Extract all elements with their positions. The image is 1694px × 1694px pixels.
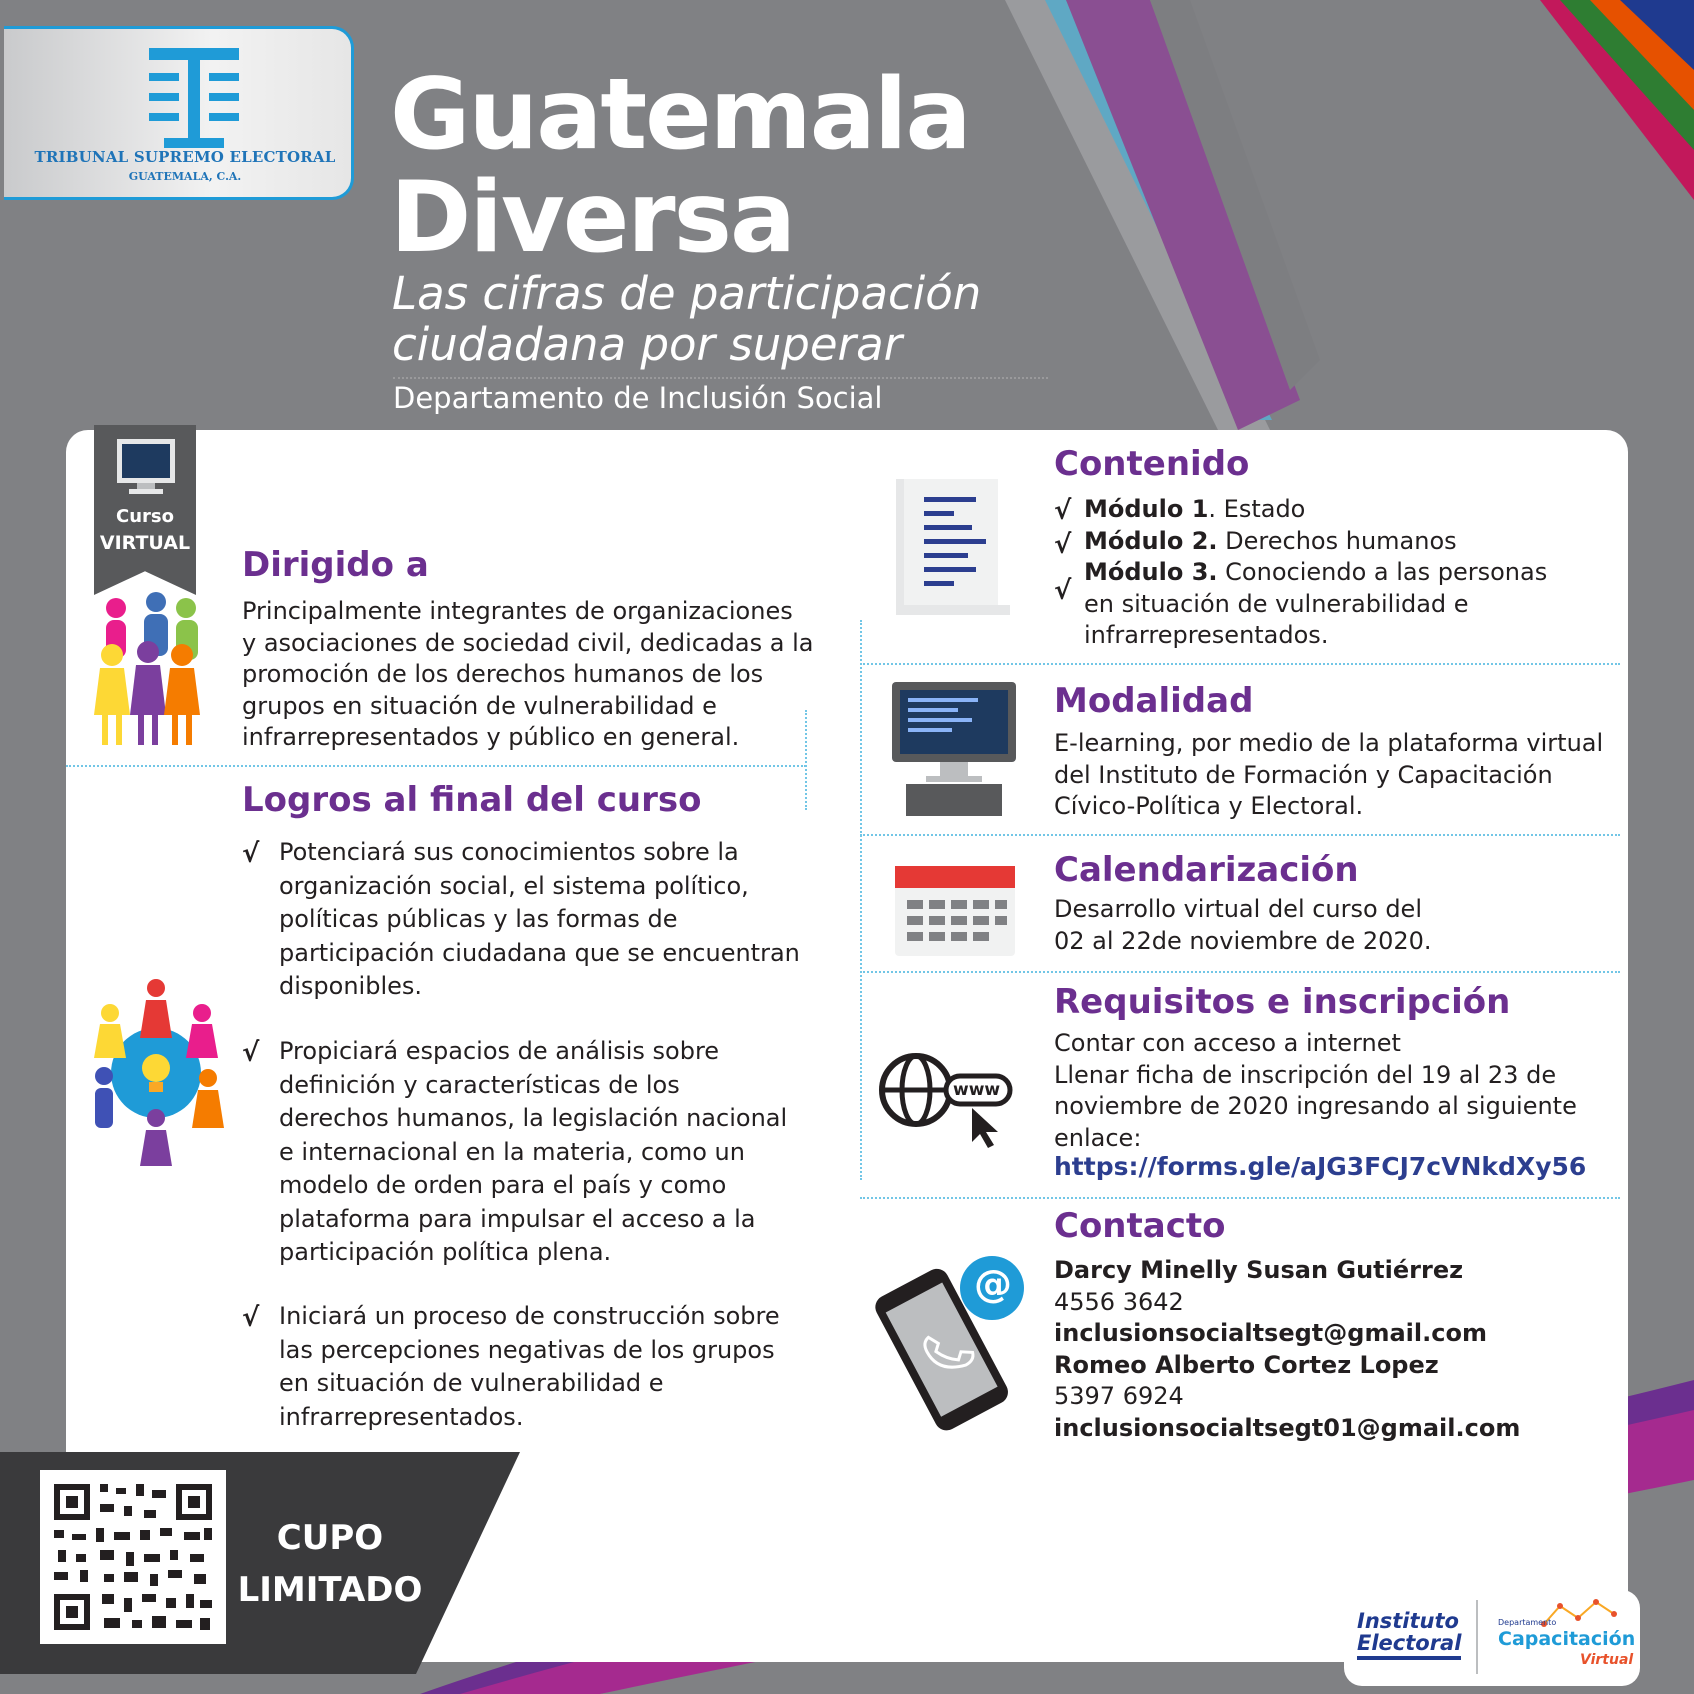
globe-www-icon xyxy=(876,1052,1016,1152)
divider-contenido xyxy=(860,663,1620,665)
check-icon: √ xyxy=(242,839,260,869)
ie-underline xyxy=(1357,1656,1461,1660)
logros-line: derechos humanos, la legislación nacional xyxy=(279,1104,788,1132)
cv-dept-label: Departamento xyxy=(1498,1618,1557,1627)
people-idea-icon xyxy=(86,978,226,1168)
title-line-1: Guatemala xyxy=(390,58,970,172)
requisitos-text xyxy=(1054,1028,1577,1154)
module-label: Módulo 3. xyxy=(1084,558,1218,586)
logros-line: las percepciones negativas de los grupos xyxy=(279,1335,775,1364)
cupo-line-2: LIMITADO xyxy=(237,1570,423,1610)
contact-email[interactable]: inclusionsocialtsegt@gmail.com xyxy=(1054,1319,1487,1347)
header-divider xyxy=(393,377,1048,379)
module-item-1 xyxy=(1084,494,1547,526)
dirigido-line: y asociaciones de sociedad civil, dedicadas a la xyxy=(242,628,814,657)
computer-icon xyxy=(890,680,1018,820)
dirigido-line: Principalmente integrantes de organizaciones xyxy=(242,597,793,625)
logros-line: plataforma para impulsar el acceso a la xyxy=(279,1204,756,1233)
page-title xyxy=(390,58,970,275)
badge-label-virtual: VIRTUAL xyxy=(99,532,191,554)
contenido-list xyxy=(1084,494,1547,652)
document-icon xyxy=(890,475,1018,617)
calendar-icon xyxy=(893,858,1018,958)
cupo-limitado xyxy=(230,1512,430,1616)
qr-code[interactable] xyxy=(40,1470,226,1644)
requisitos-line: Contar con acceso a internet xyxy=(1054,1029,1401,1057)
modalidad-text xyxy=(1054,728,1603,823)
contact-name: Darcy Minelly Susan Gutiérrez xyxy=(1054,1256,1464,1284)
logo-org-location: GUATEMALA, C.A. xyxy=(128,170,242,183)
contenido-heading: Contenido xyxy=(1054,444,1250,484)
contact-email[interactable]: inclusionsocialtsegt01@gmail.com xyxy=(1054,1413,1521,1442)
requisitos-line: enlace: xyxy=(1054,1123,1142,1152)
ie-line-1: Instituto xyxy=(1357,1609,1459,1633)
right-vertical-divider xyxy=(860,620,862,1180)
monitor-icon xyxy=(115,437,177,497)
registration-link[interactable]: https://forms.gle/aJG3FCJ7cVNkdXy56 xyxy=(1054,1152,1587,1181)
dirigido-line: infrarrepresentados y público en general. xyxy=(242,723,740,751)
dirigido-line: grupos en situación de vulnerabilidad e xyxy=(242,691,717,720)
at-icon: @ xyxy=(974,1262,1012,1306)
logros-line: políticas públicas y las formas de xyxy=(279,905,678,933)
logros-line: e internacional en la materia, como un xyxy=(279,1137,745,1166)
module-item-2 xyxy=(1084,526,1547,558)
people-group-icon xyxy=(86,590,204,748)
divider-requisitos xyxy=(860,1197,1620,1199)
logo-org-name: TRIBUNAL SUPREMO ELECTORAL xyxy=(34,148,336,166)
logros-line: modelo de orden para el país y como xyxy=(279,1171,727,1199)
calendario-heading: Calendarización xyxy=(1054,850,1359,890)
logros-line: Iniciará un proceso de construcción sobre xyxy=(279,1302,780,1330)
dirigido-heading: Dirigido a xyxy=(242,545,429,585)
logros-item-1 xyxy=(279,836,800,1004)
module-continuation: en situación de vulnerabilidad e xyxy=(1084,589,1469,618)
www-label: www xyxy=(953,1080,1001,1100)
calendario-line: 02 al 22de noviembre de 2020. xyxy=(1054,926,1432,955)
logros-line: Potenciará sus conocimientos sobre la xyxy=(279,838,739,866)
module-text: Derechos humanos xyxy=(1217,526,1457,555)
check-icon: √ xyxy=(1054,496,1072,526)
cv-capacitacion-label: Capacitación xyxy=(1498,1628,1636,1650)
logros-line: participación política plena. xyxy=(279,1238,612,1266)
title-line-2: Diversa xyxy=(390,161,795,275)
contact-phone: 4556 3642 xyxy=(1054,1287,1184,1316)
module-label: Módulo 2. xyxy=(1084,526,1218,555)
requisitos-line: noviembre de 2020 ingresando al siguiente xyxy=(1054,1092,1577,1120)
logros-line: participación ciudadana que se encuentran xyxy=(279,938,800,967)
module-item-3 xyxy=(1084,557,1547,589)
left-vertical-divider xyxy=(805,710,807,810)
module-label: Módulo 1 xyxy=(1084,495,1209,523)
modalidad-line: Cívico-Política y Electoral. xyxy=(1054,792,1364,820)
left-divider xyxy=(66,765,806,767)
contact-name: Romeo Alberto Cortez Lopez xyxy=(1054,1350,1439,1379)
logros-item-3 xyxy=(279,1300,780,1434)
check-icon: √ xyxy=(242,1038,260,1068)
subtitle-line-2: ciudadana por superar xyxy=(392,318,903,371)
module-text: Conociendo a las personas xyxy=(1217,558,1548,586)
logros-line: definición y características de los xyxy=(279,1070,680,1099)
qr-code-icon xyxy=(40,1470,226,1644)
logros-line: Propiciará espacios de análisis sobre xyxy=(279,1037,720,1065)
logo-separator xyxy=(1476,1600,1478,1674)
divider-modalidad xyxy=(860,834,1620,836)
check-icon: √ xyxy=(242,1303,260,1333)
calendario-line: Desarrollo virtual del curso del xyxy=(1054,895,1422,923)
badge-label-curso: Curso xyxy=(116,506,174,527)
subtitle-line-1: Las cifras de participación xyxy=(392,267,982,320)
logros-line: en situación de vulnerabilidad e xyxy=(279,1369,664,1397)
modalidad-line: E-learning, por medio de la plataforma virtual xyxy=(1054,729,1604,757)
page-subtitle xyxy=(392,268,981,370)
logros-item-2 xyxy=(279,1035,787,1270)
cv-virtual-label: Virtual xyxy=(1580,1652,1634,1668)
module-text: . Estado xyxy=(1208,495,1306,523)
check-icon: √ xyxy=(1054,530,1072,560)
logros-line: disponibles. xyxy=(279,972,423,1000)
dirigido-line: promoción de los derechos humanos de los xyxy=(242,660,764,688)
dirigido-text xyxy=(242,596,813,754)
contacto-list xyxy=(1054,1255,1520,1444)
department-name: Departamento de Inclusión Social xyxy=(393,381,883,415)
instituto-electoral-logo xyxy=(1357,1610,1461,1654)
tse-logo-icon xyxy=(144,43,244,153)
requisitos-heading: Requisitos e inscripción xyxy=(1054,982,1511,1022)
calendario-text xyxy=(1054,894,1432,957)
logros-line: infrarrepresentados. xyxy=(279,1402,524,1431)
logros-line: organización social, el sistema político, xyxy=(279,871,749,900)
ie-line-2: Electoral xyxy=(1357,1631,1462,1655)
divider-calendario xyxy=(860,971,1620,973)
requisitos-line: Llenar ficha de inscripción del 19 al 23 de xyxy=(1054,1060,1557,1089)
contact-phone: 5397 6924 xyxy=(1054,1382,1184,1410)
modalidad-line: del Instituto de Formación y Capacitación xyxy=(1054,760,1553,789)
module-continuation: infrarrepresentados. xyxy=(1084,621,1329,649)
contacto-heading: Contacto xyxy=(1054,1206,1226,1246)
modalidad-heading: Modalidad xyxy=(1054,681,1254,721)
logros-heading: Logros al final del curso xyxy=(242,780,702,820)
cupo-line-1: CUPO xyxy=(276,1518,384,1558)
check-icon: √ xyxy=(1054,576,1072,606)
